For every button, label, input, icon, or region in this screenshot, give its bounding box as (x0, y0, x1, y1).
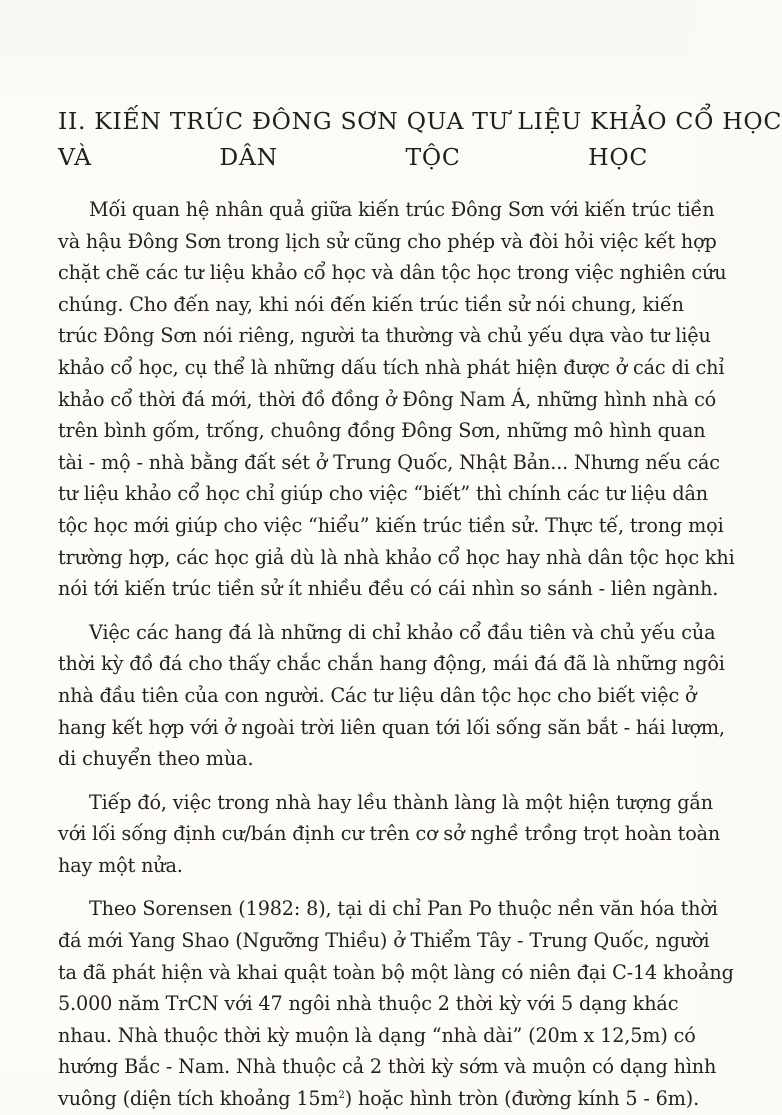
text-line: đá mới Yang Shao (Ngưỡng Thiều) ở Thiểm Tây - Trung Quốc, người (58, 929, 710, 953)
text-line: khảo cổ học, cụ thể là những dấu tích nhà phát hiện được ở các di chỉ (58, 355, 725, 379)
text-line: nhau. Nhà thuộc thời kỳ muộn là dạng “nhà dài” (20m x 12,5m) có (58, 1023, 696, 1047)
text-line: nói tới kiến trúc tiền sử ít nhiều đều có cái nhìn so sánh - liên ngành. (58, 577, 719, 601)
text-line: và hậu Đông Sơn trong lịch sử cũng cho phép và đòi hỏi việc kết hợp (58, 229, 717, 253)
text-line: Tiếp đó, việc trong nhà hay lều thành làng là một hiện tượng gắn (89, 790, 713, 814)
text-line: hang kết hợp với ở ngoài trời liên quan tới lối sống săn bắt - hái lượm, (58, 715, 725, 739)
text-line: ta đã phát hiện và khai quật toàn bộ một làng có niên đại C-14 khoảng (58, 960, 734, 984)
text-line: trường hợp, các học giả dù là nhà khảo cổ học hay nhà dân tộc học khi (58, 545, 735, 569)
text-fragment: vuông (diện tích khoảng 15m (58, 1087, 339, 1111)
section-heading-line: VÀ DÂN TỘC HỌC (58, 143, 648, 171)
section-heading-line: II. KIẾN TRÚC ĐÔNG SƠN QUA TƯ LIỆU KHẢO CỔ HỌC (58, 107, 782, 135)
text-line: trúc Đông Sơn nói riêng, người ta thường và chủ yếu dựa vào tư liệu (58, 324, 711, 348)
text-fragment: ) hoặc hình tròn (đường kính 5 - 6m). (344, 1087, 700, 1111)
paragraph-sorensen (58, 893, 734, 1114)
area-unit-superscript: 2 (338, 1090, 345, 1102)
paragraph-caves (58, 617, 725, 775)
text-line: khảo cổ thời đá mới, thời đồ đồng ở Đông Nam Á, những hình nhà có (58, 387, 717, 411)
text-line: trên bình gốm, trống, chuông đồng Đông Sơn, những mô hình quan (58, 419, 706, 443)
text-line: tư liệu khảo cổ học chỉ giúp cho việc “biết” thì chính các tư liệu dân (58, 482, 708, 506)
text-line: hướng Bắc - Nam. Nhà thuộc cả 2 thời kỳ sớm và muộn có dạng hình (58, 1055, 717, 1079)
text-line: tài - mộ - nhà bằng đất sét ở Trung Quốc, Nhật Bản... Nhưng nếu các (58, 450, 720, 474)
text-line: chặt chẽ các tư liệu khảo cổ học và dân tộc học trong việc nghiên cứu (58, 261, 727, 285)
text-line-with-superscript (58, 1083, 700, 1115)
text-line: Theo Sorensen (1982: 8), tại di chỉ Pan Po thuộc nền văn hóa thời (89, 897, 718, 921)
document-body (58, 194, 735, 1115)
section-heading (58, 103, 782, 175)
text-line: 5.000 năm TrCN với 47 ngôi nhà thuộc 2 thời kỳ với 5 dạng khác (58, 992, 679, 1016)
text-line: hay một nửa. (58, 853, 183, 877)
text-line: chúng. Cho đến nay, khi nói đến kiến trúc tiền sử nói chung, kiến (58, 292, 684, 316)
paragraph-settlement (58, 787, 721, 882)
text-line: Việc các hang đá là những di chỉ khảo cổ đầu tiên và chủ yếu của (89, 620, 716, 644)
text-line: nhà đầu tiên của con người. Các tư liệu dân tộc học cho biết việc ở (58, 683, 697, 707)
text-line: thời kỳ đồ đá cho thấy chắc chắn hang động, mái đá đã là những ngôi (58, 652, 725, 676)
paragraph-relationship (58, 194, 735, 605)
text-line: với lối sống định cư/bán định cư trên cơ sở nghề trồng trọt hoàn toàn (58, 822, 721, 846)
text-line: di chuyển theo mùa. (58, 747, 254, 771)
text-line: tộc học mới giúp cho việc “hiểu” kiến trúc tiền sử. Thực tế, trong mọi (58, 513, 724, 537)
text-line: Mối quan hệ nhân quả giữa kiến trúc Đông Sơn với kiến trúc tiền (89, 198, 715, 221)
